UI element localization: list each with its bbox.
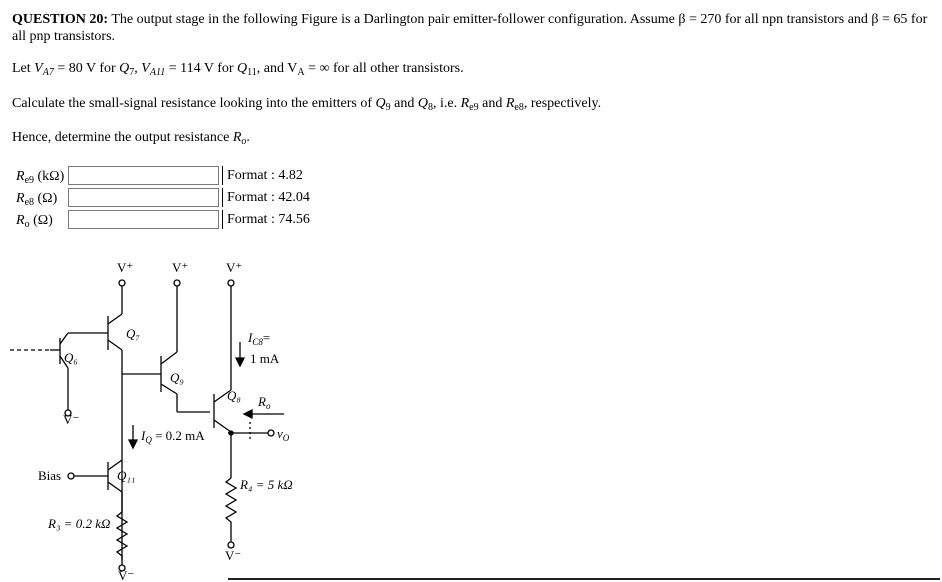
- ro-arrow-head: [244, 410, 252, 418]
- r4-label: R₄ = 5 kΩ: [240, 477, 293, 492]
- text: 11: [247, 67, 257, 78]
- terminal: [119, 280, 125, 286]
- r4-resistor: [226, 478, 236, 542]
- q9-transistor: [122, 286, 210, 412]
- text: = 0.2 mA: [151, 428, 205, 443]
- ic8-label: [247, 330, 270, 347]
- question-early-voltage: [12, 60, 464, 81]
- text: Calculate the small-signal resistance looking into the emitters of: [12, 96, 376, 111]
- text: .: [246, 130, 250, 145]
- text: I: [141, 428, 146, 443]
- text: C8: [252, 337, 263, 347]
- text: V: [141, 61, 150, 76]
- text: Hence, determine the output resistance: [12, 130, 233, 145]
- text: R: [16, 213, 25, 228]
- bias-label: Bias: [38, 468, 62, 483]
- text: and: [390, 96, 418, 111]
- text: 9: [385, 102, 391, 113]
- text: A7: [42, 67, 54, 78]
- q8-transistor: [214, 286, 231, 478]
- q11-transistor: [74, 460, 122, 512]
- vplus-label: V⁺: [226, 260, 243, 275]
- question-number: QUESTION 20:: [12, 12, 109, 27]
- q8-label: Q₈: [227, 388, 241, 403]
- text: 7: [129, 67, 135, 78]
- current-arrow-head: [236, 358, 244, 366]
- text: , respectively.: [523, 96, 602, 111]
- text: Q: [237, 61, 248, 76]
- text: Q: [417, 96, 428, 111]
- terminal: [228, 280, 234, 286]
- vminus-label: V⁻: [118, 568, 135, 580]
- ro-label: [257, 394, 271, 411]
- answer-row-ro: [12, 210, 342, 232]
- text: R: [505, 96, 515, 111]
- text: R: [16, 169, 25, 184]
- text: R: [460, 96, 470, 111]
- node: [229, 431, 233, 435]
- text: ,: [134, 61, 142, 76]
- circuit-diagram: [0, 250, 942, 580]
- ro-input[interactable]: [68, 210, 219, 229]
- text: o: [265, 401, 271, 411]
- format-hint: Format : 4.82: [222, 166, 337, 185]
- terminal: [174, 280, 180, 286]
- text: R: [232, 130, 242, 145]
- q7-label: Q₇: [126, 326, 140, 341]
- text: , and V: [256, 61, 298, 76]
- iq-label: [140, 428, 205, 445]
- text: o: [24, 219, 30, 230]
- text: v: [277, 426, 283, 441]
- text: and: [478, 96, 506, 111]
- format-hint: Format : 42.04: [222, 188, 337, 207]
- question-determine: [12, 129, 250, 150]
- divider: [228, 578, 940, 580]
- text: , i.e.: [432, 96, 461, 111]
- text: (Ω): [29, 213, 53, 228]
- q6-transistor: [10, 333, 71, 416]
- text: Q: [145, 435, 152, 445]
- text: (Ω): [34, 191, 58, 206]
- text: V: [34, 61, 43, 76]
- question-body: The output stage in the following Figure is a Darlington pair emitter-follower configuration. Assume β = 270 for all npn transistors and β = 65 for all pnp transistors.: [12, 12, 928, 44]
- r3-label: R₃ = 0.2 kΩ: [48, 516, 111, 531]
- text: o: [241, 136, 247, 147]
- text: e8: [24, 197, 35, 208]
- text: 8: [427, 102, 433, 113]
- format-hint: Format : 74.56: [222, 210, 337, 229]
- text: Q: [119, 61, 130, 76]
- text: = ∞ for all other transistors.: [304, 61, 464, 76]
- vo-label: [277, 426, 290, 443]
- text: = 80 V for: [53, 61, 120, 76]
- vminus-label: V⁻: [225, 548, 242, 563]
- text: Q: [375, 96, 386, 111]
- text: A11: [149, 67, 166, 78]
- text: (kΩ): [34, 169, 65, 184]
- q6-label: Q₆: [64, 350, 78, 365]
- text: I: [248, 330, 253, 345]
- text: R: [258, 394, 266, 409]
- text: e9: [469, 102, 479, 113]
- question-calculate: [12, 95, 601, 116]
- answer-label: [16, 191, 57, 208]
- text: =: [262, 330, 271, 345]
- text: A: [297, 67, 305, 78]
- vminus-label: V⁻: [63, 412, 80, 427]
- q9-label: Q₉: [170, 370, 184, 385]
- text: e8: [514, 102, 524, 113]
- ic8-value: 1 mA: [250, 351, 280, 366]
- bias-terminal: [68, 473, 74, 479]
- re8-input[interactable]: [68, 188, 219, 207]
- q11-label: Q₁₁: [117, 468, 136, 483]
- text: e9: [24, 175, 35, 186]
- text: O: [282, 433, 290, 443]
- vplus-label: V⁺: [172, 260, 189, 275]
- vplus-label: V⁺: [117, 260, 134, 275]
- answer-row-re9: [12, 166, 342, 188]
- iq-arrow-head: [129, 440, 137, 448]
- answer-label: [16, 213, 53, 230]
- text: R: [16, 191, 25, 206]
- output-terminal: [268, 430, 274, 436]
- question-text: [12, 11, 937, 45]
- re9-input[interactable]: [68, 166, 219, 185]
- text: = 114 V for: [165, 61, 238, 76]
- answer-label: [16, 169, 64, 186]
- text: Let: [12, 61, 35, 76]
- answer-row-re8: [12, 188, 342, 210]
